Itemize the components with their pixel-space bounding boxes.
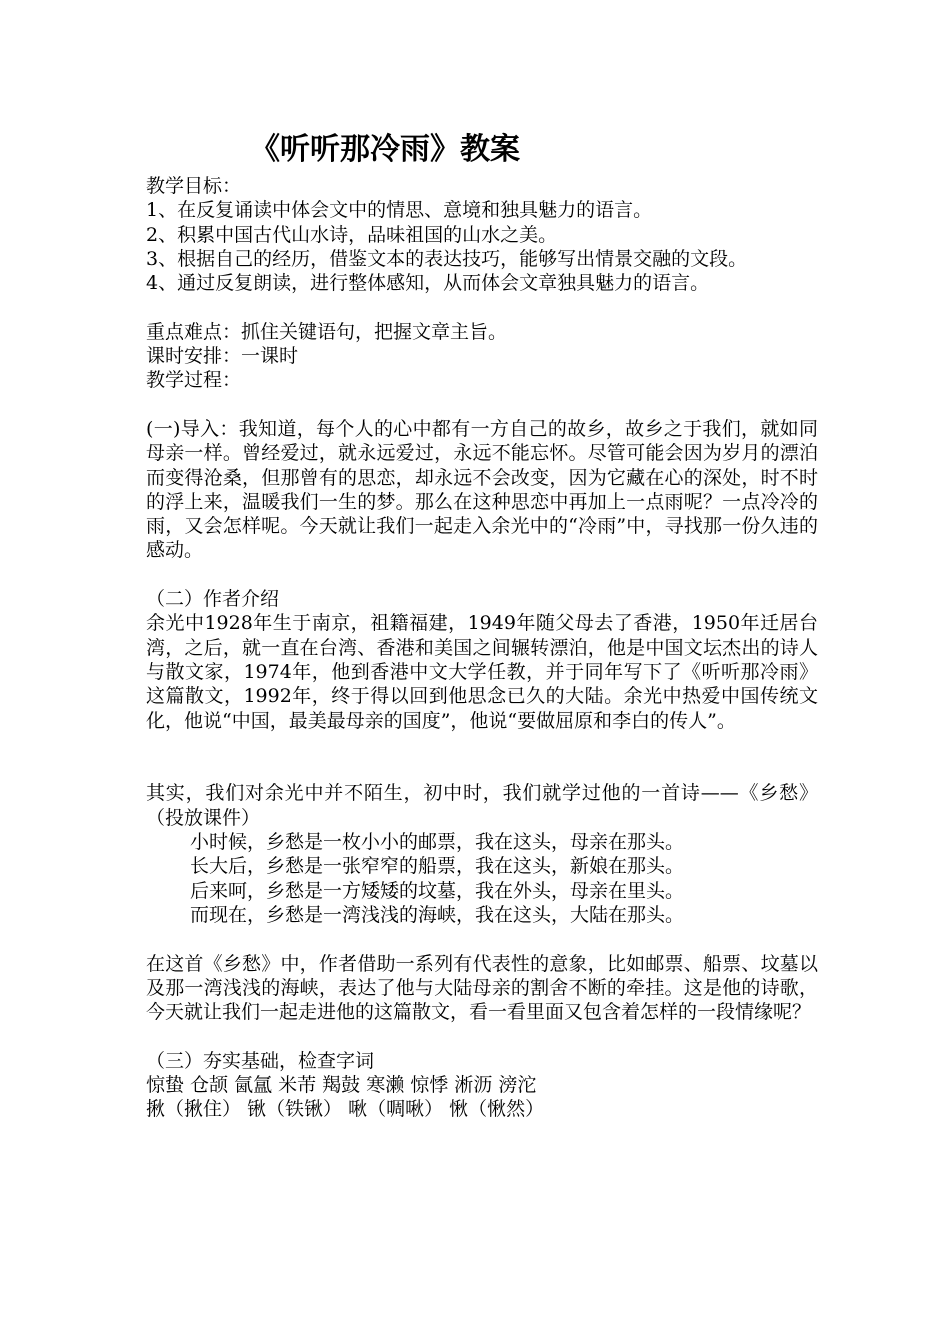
intro-paragraph: (一)导入：我知道，每个人的心中都有一方自己的故乡，故乡之于我们，就如同母亲一样。曾经爱过，就永远爱过，永远不能忘怀。尽管可能会因为岁月的漂泊而变得沧桑，但那曾有的思恋，却永远不会改变，因为它藏在心的深处，时不时的浮上来，温暖我们一生的梦。那么在这种思恋中再加上一点雨呢？一点冷冷的雨，又会怎样呢。今天就让我们一起走入余光中的“冷雨”中，寻找那一份久违的感动。 [146,417,818,562]
author-heading: （二）作者介绍 [146,588,280,611]
spacer [146,563,818,587]
vocab-line: 惊蛰 仓颉 氤氲 米芾 羯鼓 寒濑 惊悸 淅沥 滂沱 [146,1073,537,1096]
objectives-heading: 教学目标： [146,175,242,197]
author-paragraph: 余光中1928年生于南京，祖籍福建，1949年随父母去了香港，1950年迁居台湾，之后，就一直在台湾、香港和美国之间辗转漂泊，他是中国文坛杰出的诗人与散文家，1974年，他到香港中文大学任教，并于同年写下了《听听那冷雨》这篇散文，1992年，终于得以回到他思念已久的大陆。余光中热爱中国传统文化，他说“中国，最美最母亲的国度”，他说“要做屈原和李白的传人”。 [146,612,818,732]
objective-item: 3、根据自己的经历，借鉴文本的表达技巧，能够写出情景交融的文段。 [146,247,748,270]
objective-item: 2、积累中国古代山水诗，品味祖国的山水之美。 [146,223,558,246]
poem-analysis-paragraph: 在这首《乡愁》中，作者借助一系列有代表性的意象，比如邮票、船票、坟墓以及那一湾浅浅的海峡，表达了他与大陆母亲的割舍不断的牵挂。这是他的诗歌，今天就让我们一起走进他的这篇散文，看一看里面又包含着怎样的一段情缘呢？ [146,952,818,1024]
schedule: 课时安排：一课时 [146,345,299,368]
document-body [146,174,818,1122]
vocab-heading: （三）夯实基础，检查字词 [146,1049,375,1072]
spacer [146,1024,818,1048]
poem-line: 而现在，乡愁是一湾浅浅的海峡，我在这头，大陆在那头。 [190,903,685,926]
objective-item: 1、在反复诵读中体会文中的情思、意境和独具魅力的语言。 [146,199,653,222]
poem-intro-paragraph: 其实，我们对余光中并不陌生，初中时，我们就学过他的一首诗——《乡愁》（投放课件） [146,782,818,829]
vocab-line: 揪（揪住） 锹（铁锹） 啾（啁啾） 愀（愀然） [146,1098,545,1121]
poem-block [146,830,818,927]
poem-line: 后来呵，乡愁是一方矮矮的坟墓，我在外头，母亲在里头。 [190,879,685,902]
spacer [146,393,818,417]
spacer [146,295,818,319]
process-heading: 教学过程： [146,369,242,392]
key-points: 重点难点：抓住关键语句，把握文章主旨。 [146,320,508,343]
spacer [146,927,818,951]
poem-line: 长大后，乡愁是一张窄窄的船票，我在这头，新娘在那头。 [190,855,685,878]
poem-line: 小时候，乡愁是一枚小小的邮票，我在这头，母亲在那头。 [190,831,685,854]
spacer [146,733,818,782]
objective-item: 4、通过反复朗读，进行整体感知，从而体会文章独具魅力的语言。 [146,272,710,295]
page-title: 《听听那冷雨》教案 [250,132,520,167]
